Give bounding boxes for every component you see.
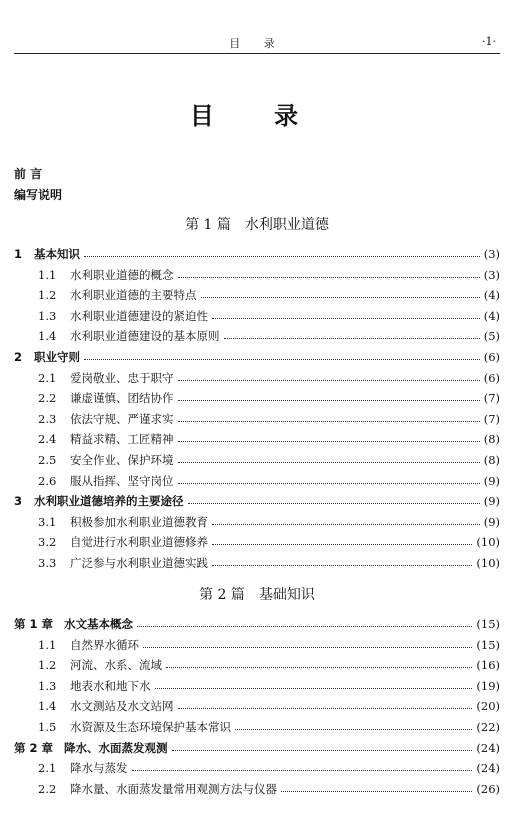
chapter-page: (24): [476, 740, 500, 755]
section-title: 降水与蒸发: [70, 761, 128, 776]
dot-leader: [84, 358, 480, 360]
toc-section-entry[interactable]: [14, 677, 500, 695]
dot-leader: [178, 440, 480, 442]
toc-section-entry[interactable]: [14, 636, 500, 654]
dot-leader: [178, 461, 480, 463]
chapter-number: 第 1 章: [14, 617, 54, 631]
dot-leader: [201, 296, 480, 298]
section-title: 地表水和地下水: [70, 678, 151, 693]
chapter-page: (15): [476, 617, 500, 631]
section-number: 2.3: [38, 411, 57, 426]
dot-leader: [281, 790, 472, 792]
toc-section-entry[interactable]: [14, 656, 500, 674]
dot-leader: [84, 255, 480, 257]
toc-chapter-entry[interactable]: [14, 615, 500, 633]
chapter-number: 3: [14, 494, 23, 509]
section-number: 2.4: [38, 432, 57, 447]
dot-leader: [178, 707, 473, 709]
dot-leader: [132, 769, 473, 771]
section-page: (8): [483, 453, 500, 467]
chapter-number: 1: [14, 247, 23, 261]
toc-section-entry[interactable]: [14, 430, 500, 448]
dot-leader: [212, 543, 472, 545]
dot-leader: [212, 564, 472, 566]
toc-section-entry[interactable]: [14, 410, 500, 428]
section-page: (9): [483, 473, 500, 488]
part-heading: 第 2 篇 基础知识: [199, 587, 315, 603]
toc-section-entry[interactable]: [14, 389, 500, 407]
dot-leader: [143, 646, 472, 648]
toc-chapter-entry[interactable]: [14, 492, 500, 510]
section-title: 服从指挥、坚守岗位: [70, 473, 174, 488]
running-header: [14, 33, 500, 51]
toc-chapter-entry[interactable]: [14, 245, 500, 263]
section-page: (4): [483, 308, 500, 323]
toc-section-entry[interactable]: [14, 266, 500, 284]
section-page: (24): [476, 761, 500, 776]
toc-section-entry[interactable]: [14, 451, 500, 469]
section-number: 1.2: [38, 288, 57, 303]
dot-leader: [137, 625, 472, 627]
section-number: 2.5: [38, 453, 57, 467]
section-title: 精益求精、工匠精神: [70, 432, 174, 447]
section-number: 3.1: [38, 514, 57, 529]
section-number: 1.4: [38, 699, 57, 714]
section-title: 广泛参与水利职业道德实践: [70, 556, 208, 570]
toc-section-entry[interactable]: [14, 513, 500, 531]
section-page: (19): [476, 678, 500, 693]
section-title: 自觉进行水利职业道德修养: [70, 535, 208, 550]
dot-leader: [235, 728, 472, 730]
section-page: (15): [476, 637, 500, 652]
section-number: 2.2: [38, 391, 57, 406]
front-matter-notes[interactable]: 编写说明: [14, 188, 63, 202]
dot-leader: [188, 502, 480, 504]
section-title: 降水量、水面蒸发量常用观测方法与仪器: [70, 781, 277, 796]
chapter-title: 降水、水面蒸发观测: [64, 740, 168, 755]
dot-leader: [178, 276, 480, 278]
toc-section-entry[interactable]: [14, 554, 500, 572]
toc-section-entry[interactable]: [14, 533, 500, 551]
section-page: (8): [483, 432, 500, 447]
section-page: (7): [483, 411, 500, 426]
section-page: (3): [483, 267, 500, 282]
toc-section-entry[interactable]: [14, 327, 500, 345]
toc-chapter-entry[interactable]: [14, 348, 500, 366]
section-page: (5): [483, 329, 500, 344]
dot-leader: [212, 317, 480, 319]
chapter-number: 第 2 章: [14, 740, 54, 755]
front-matter-preface[interactable]: 前 言: [14, 167, 43, 181]
part-heading: 第 1 篇 水利职业道德: [185, 217, 329, 233]
dot-leader: [178, 379, 480, 381]
chapter-title: 水利职业道德培养的主要途径: [34, 494, 184, 509]
section-page: (22): [476, 720, 500, 734]
toc-section-entry[interactable]: [14, 369, 500, 387]
dot-leader: [178, 482, 480, 484]
section-title: 水资源及生态环境保护基本常识: [70, 720, 231, 734]
toc-section-entry[interactable]: [14, 697, 500, 715]
dot-leader: [166, 666, 472, 668]
toc-section-entry[interactable]: [14, 286, 500, 304]
section-page: (26): [476, 781, 500, 796]
chapter-title: 职业守则: [34, 350, 80, 364]
dot-leader: [178, 399, 480, 401]
section-page: (7): [483, 391, 500, 406]
dot-leader: [155, 687, 473, 689]
running-header-title: 目 录: [229, 37, 285, 50]
page-number: ·1·: [482, 35, 496, 48]
chapter-title: 水文基本概念: [64, 617, 133, 631]
section-title: 积极参加水利职业道德教育: [70, 514, 208, 529]
section-title: 水利职业道德的概念: [70, 267, 174, 282]
section-title: 依法守规、严谨求实: [70, 411, 174, 426]
toc-section-entry[interactable]: [14, 759, 500, 777]
section-page: (20): [476, 699, 500, 714]
chapter-page: (9): [483, 494, 500, 509]
section-number: 2.1: [38, 761, 57, 776]
section-number: 1.1: [38, 637, 57, 652]
toc-section-entry[interactable]: [14, 718, 500, 736]
section-page: (16): [476, 658, 500, 673]
chapter-title: 基本知识: [34, 247, 80, 261]
toc-section-entry[interactable]: [14, 307, 500, 325]
toc-chapter-entry[interactable]: [14, 739, 500, 757]
section-title: 水利职业道德建设的紧迫性: [70, 308, 208, 323]
section-number: 2.6: [38, 473, 57, 488]
toc-section-entry[interactable]: [14, 472, 500, 490]
section-number: 1.3: [38, 308, 57, 323]
section-title: 水文测站及水文站网: [70, 699, 174, 714]
section-page: (9): [483, 514, 500, 529]
section-title: 自然界水循环: [70, 637, 139, 652]
page-title: 目 录: [189, 102, 325, 130]
section-number: 1.3: [38, 678, 57, 693]
header-rule: [14, 53, 500, 54]
dot-leader: [212, 523, 480, 525]
dot-leader: [178, 420, 480, 422]
section-number: 3.2: [38, 535, 57, 550]
section-number: 2.1: [38, 370, 57, 385]
chapter-page: (3): [483, 247, 500, 261]
section-page: (6): [483, 370, 500, 385]
section-title: 爱岗敬业、忠于职守: [70, 370, 174, 385]
section-page: (10): [476, 535, 500, 550]
section-number: 3.3: [38, 556, 57, 570]
toc-section-entry[interactable]: [14, 780, 500, 798]
dot-leader: [224, 337, 480, 339]
section-title: 谦虚谨慎、团结协作: [70, 391, 174, 406]
section-number: 1.2: [38, 658, 57, 673]
section-title: 安全作业、保护环境: [70, 453, 174, 467]
section-page: (4): [483, 288, 500, 303]
section-number: 1.1: [38, 267, 57, 282]
section-number: 2.2: [38, 781, 57, 796]
section-title: 水利职业道德的主要特点: [70, 288, 197, 303]
section-number: 1.4: [38, 329, 57, 344]
section-number: 1.5: [38, 720, 57, 734]
section-title: 河流、水系、流域: [70, 658, 162, 673]
dot-leader: [172, 749, 473, 751]
chapter-number: 2: [14, 350, 23, 364]
section-title: 水利职业道德建设的基本原则: [70, 329, 220, 344]
section-page: (10): [476, 556, 500, 570]
chapter-page: (6): [483, 350, 500, 364]
